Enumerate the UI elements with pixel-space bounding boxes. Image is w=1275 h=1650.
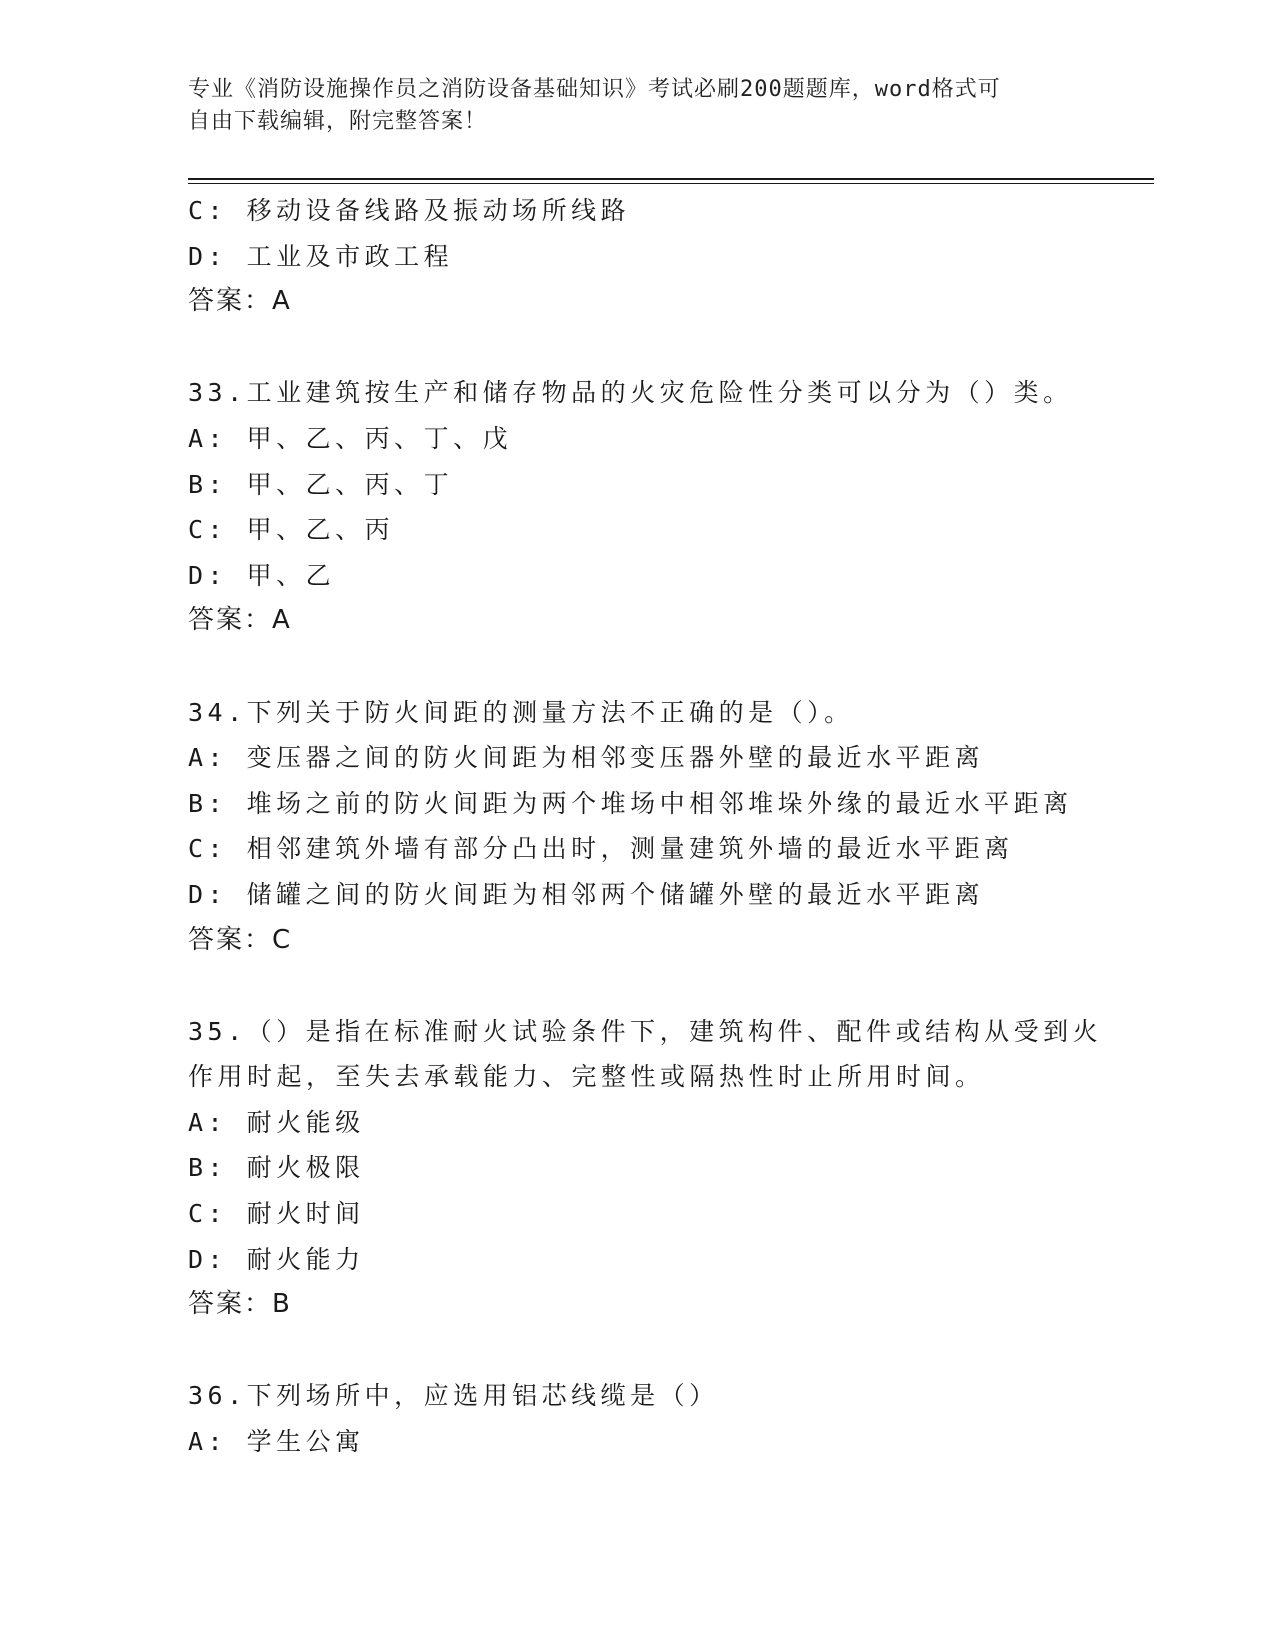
option-d: D: 储罐之间的防火间距为相邻两个储罐外壁的最近水平距离 bbox=[188, 879, 985, 909]
question-stem: 36.下列场所中，应选用铝芯线缆是（） bbox=[188, 1381, 719, 1411]
option-a: A: 变压器之间的防火间距为相邻变压器外壁的最近水平距离 bbox=[188, 743, 985, 773]
answer-line: 答案：A bbox=[188, 286, 292, 317]
option-c: C: 移动设备线路及振动场所线路 bbox=[188, 196, 631, 225]
option-c: C: 耐火时间 bbox=[188, 1199, 365, 1229]
header-divider-thick bbox=[188, 178, 1154, 180]
option-d: D: 甲、乙 bbox=[188, 560, 336, 590]
header-title-line-2: 自由下载编辑，附完整答案！ bbox=[188, 109, 488, 134]
option-d: D: 工业及市政工程 bbox=[188, 241, 454, 271]
spacer bbox=[188, 963, 1154, 1009]
spacer bbox=[188, 325, 1154, 371]
answer-line: 答案：B bbox=[188, 1289, 292, 1320]
option-c: C: 甲、乙、丙 bbox=[188, 515, 395, 545]
question-stem: 34.下列关于防火间距的测量方法不正确的是（）。 bbox=[188, 697, 854, 727]
spacer bbox=[188, 1328, 1154, 1374]
header-divider-thin bbox=[188, 183, 1154, 184]
answer-line: 答案：A bbox=[188, 605, 292, 636]
answer-line: 答案：C bbox=[188, 924, 293, 955]
option-b: B: 耐火极限 bbox=[188, 1153, 365, 1183]
option-d: D: 耐火能力 bbox=[188, 1244, 365, 1274]
question-stem-line-2: 作用时起，至失去承载能力、完整性或隔热性时止所用时间。 bbox=[188, 1062, 985, 1092]
question-list bbox=[188, 188, 1154, 1465]
question-36 bbox=[188, 1373, 1154, 1464]
option-a: A: 甲、乙、丙、丁、戊 bbox=[188, 423, 513, 453]
option-b: B: 堆场之前的防火间距为两个堆场中相邻堆垛外缘的最近水平距离 bbox=[188, 788, 1073, 818]
option-a: A: 学生公寓 bbox=[188, 1427, 365, 1457]
header-title-line-1: 专业《消防设施操作员之消防设备基础知识》考试必刷200题题库，word格式可 bbox=[188, 77, 1001, 102]
question-stem: 33.工业建筑按生产和储存物品的火灾危险性分类可以分为（）类。 bbox=[188, 378, 1073, 408]
option-a: A: 耐火能级 bbox=[188, 1107, 365, 1137]
document-header bbox=[188, 74, 1088, 138]
spacer bbox=[188, 644, 1154, 690]
question-34 bbox=[188, 690, 1154, 964]
option-c: C: 相邻建筑外墙有部分凸出时，测量建筑外墙的最近水平距离 bbox=[188, 834, 1014, 864]
option-b: B: 甲、乙、丙、丁 bbox=[188, 469, 454, 499]
question-stem-line-1: 35.（）是指在标准耐火试验条件下，建筑构件、配件或结构从受到火 bbox=[188, 1016, 1103, 1046]
question-35 bbox=[188, 1009, 1154, 1328]
question-33 bbox=[188, 370, 1154, 644]
